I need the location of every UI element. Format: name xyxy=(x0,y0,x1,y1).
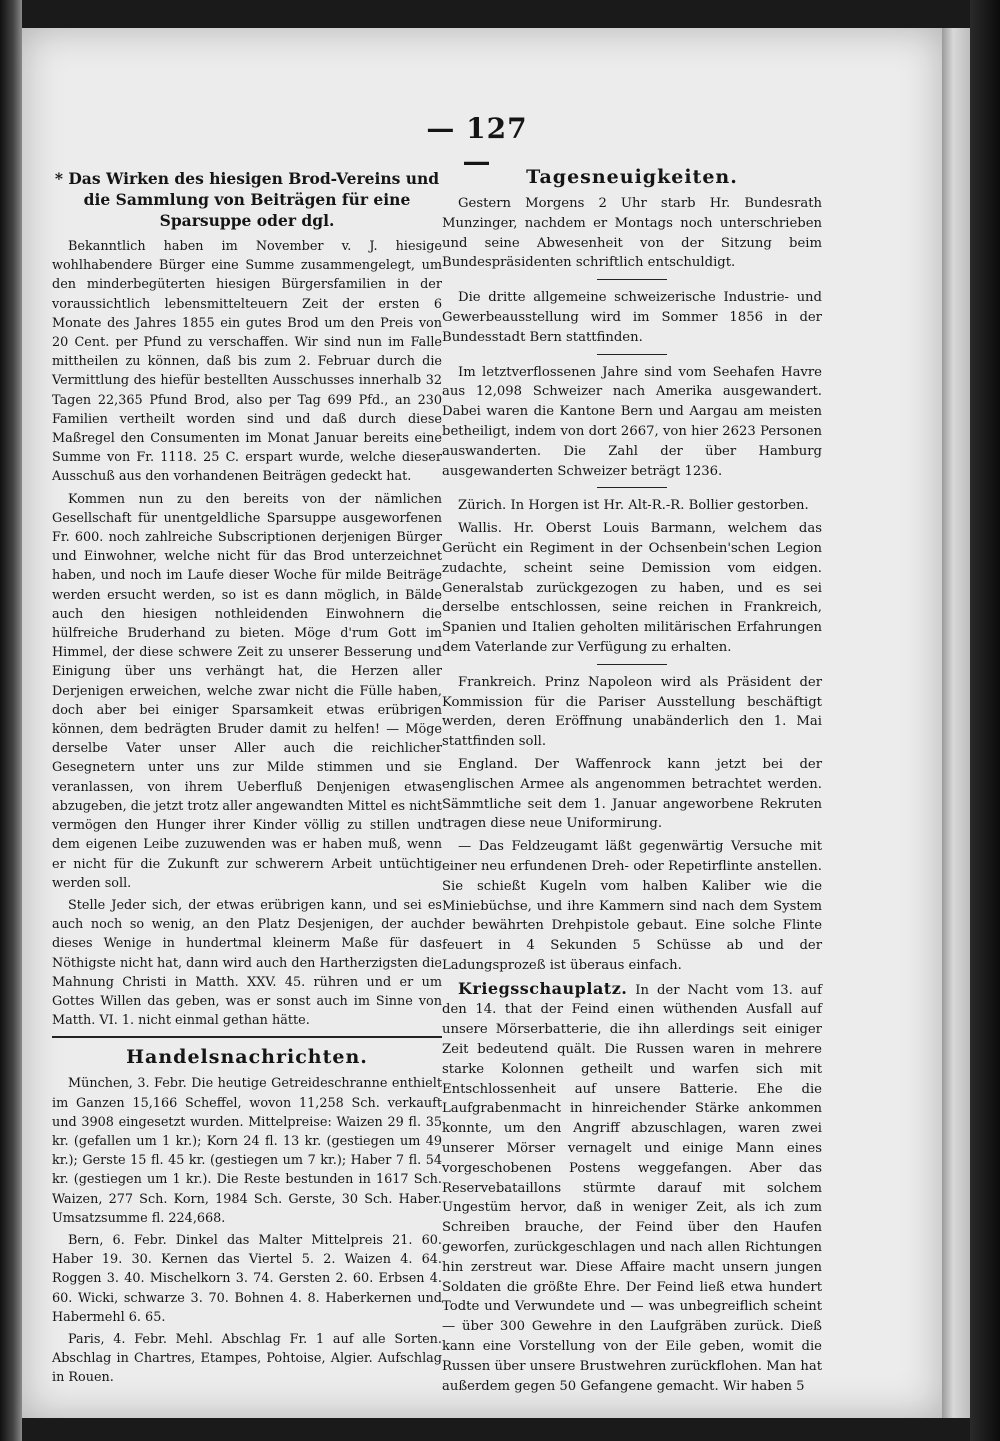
news-item: Wallis. Hr. Oberst Louis Barmann, welchem das Gerücht ein Regiment in der Ochsenbein'schen Legion zudachte, scheint seine Demission vom eidgen. Generalstab zurückgezogen zu haben, und es sei derselbe entschlossen, seine reichen in Frankreich, Spanien und Italien geholten militärischen Erfahrungen dem Vaterlande zur Verfügung zu erhalten. xyxy=(442,521,822,655)
war-report-lead: Kriegsschauplatz. xyxy=(458,978,628,998)
left-column xyxy=(52,158,442,1391)
news-item: Frankreich. Prinz Napoleon wird als Präsident der Kommission für die Pariser Ausstellung beschäftigt werden, deren Eröffnung unabänderlich den 1. Mai stattfinden soll. xyxy=(442,674,822,750)
news-item: Die dritte allgemeine schweizerische Industrie- und Gewerbeausstellung wird im Sommer 1856 in der Bundesstadt Bern stattfinden. xyxy=(442,290,822,345)
news-item: England. Der Waffenrock kann jetzt bei der englischen Armee als angenommen betrachtet werden. Sämmtliche seit dem 1. Januar angeworbene Rekruten tragen diese neue Uniformirung. xyxy=(442,756,822,832)
book-gutter-shadow xyxy=(0,0,22,1441)
trade-report: Paris, 4. Febr. Mehl. Abschlag Fr. 1 auf alle Sorten. Abschlag in Chartres, Etampes, Pohtoise, Algier. Aufschlag in Rouen. xyxy=(52,1331,442,1386)
news-divider xyxy=(597,664,667,665)
right-column xyxy=(442,158,822,1399)
war-report xyxy=(442,979,822,1397)
article-paragraph: Stelle Jeder sich, der etwas erübrigen kann, und sei es auch noch so wenig, an den Platz Desjenigen, der auch dieses Wenige in hundertmal kleinerm Maße für das Nöthigste nicht hat, dann wird auch den Hartherzigsten die Mahnung Christi in Matth. XXV. 45. rühren und er um Gottes Willen das geben, was er sonst auch im Sinne von Matth. VI. 1. nicht einmal gethan hätte. xyxy=(52,897,442,1029)
book-spine xyxy=(970,0,1000,1441)
page-number: — 127 — xyxy=(426,112,528,178)
news-divider xyxy=(597,487,667,488)
news-item: Zürich. In Horgen ist Hr. Alt-R.-R. Bollier gestorben. xyxy=(458,498,809,514)
page-sheet xyxy=(22,28,942,1418)
news-divider xyxy=(597,354,667,355)
war-report-text: In der Nacht vom 13. auf den 14. that der Feind einen wüthenden Ausfall auf unsere Mörserbatterie, die ihn allerdings seit einiger Zeit bedeutend quält. Die Russen waren in mehrere starke Kolonnen getheilt und warfen sich mit Entschlossenheit auf unsere Batterie. Ehe die Laufgrabenmacht in hinreichender Stärke ankommen konnte, um den Angriff abzuschlagen, waren zwei unserer Mörser vernagelt und einige Mann eines vorgeschobenen Postens weggefangen. Aber das Reservebataillons stürmte darauf mit solchem Ungestüm hervor, daß in weniger Zeit, als ich zum Schreiben brauche, der Feind über den Haufen geworfen, zurückgeschlagen und nach allen Richtungen hin zerstreut war. Diese Affaire macht unsern jungen Soldaten die größte Ehre. Der Feind ließ etwa hundert Todte und Verwundete und — was unbegreiflich scheint — über 300 Gewehre in den Laufgräben zurück. Dieß kann eine Vorstellung von der Eile geben, womit die Russen über unsere Brustwehren zurückflohen. Man hat außerdem gegen 50 Gefangene gemacht. Wir haben 5 xyxy=(442,982,822,1394)
article-headline: * Das Wirken des hiesigen Brod-Vereins und die Sammlung von Beiträgen für eine Sparsuppe oder dgl. xyxy=(54,169,440,230)
news-item: — Das Feldzeugamt läßt gegenwärtig Versuche mit einer neu erfundenen Dreh- oder Repetirflinte anstellen. Sie schießt Kugeln vom halben Kaliber wie die Miniebüchse, und ihre Kammern sind nach dem System der bewährten Drehpistole gebaut. Eine solche Flinte feuert in 4 Sekunden 5 Schüsse ab und der Ladungsprozeß ist überaus einfach. xyxy=(442,839,822,973)
section-title-trade: Handelsnachrichten. xyxy=(126,1046,368,1069)
article-paragraph: Bekanntlich haben im November v. J. hiesige wohlhabendere Bürger eine Summe zusammengelegt, um den minderbegüterten hiesigen Bürgersfamilien in der voraussichtlich lebensmittelteuern Zeit der ersten 6 Monate des Jahres 1855 ein gutes Brod um den Preis von 20 Cent. per Pfund zu verschaffen. Wir sind nun im Falle mittheilen zu können, daß bis zum 2. Februar durch die Vermittlung des hiefür bestellten Ausschusses innerhalb 32 Tagen 22,365 Pfund Brod, also per Tag 699 Pfd., an 230 Familien vertheilt worden sind und daß durch diese Maßregel den Consumenten im Monat Januar bereits eine Summe von Fr. 1118. 25 C. erspart wurde, welche dieser Ausschuß aus den vorhandenen Beiträgen gedeckt hat. xyxy=(52,239,442,485)
news-item: Im letztverflossenen Jahre sind vom Seehafen Havre aus 12,098 Schweizer nach Amerika ausgewandert. Dabei waren die Kantone Bern und Aargau am meisten betheiligt, indem von dort 2667, von hier 2623 Personen auswanderten. Die Zahl der über Hamburg ausgewanderten Schweizer beträgt 1236. xyxy=(442,364,822,479)
page-edge xyxy=(942,28,970,1418)
trade-report: Bern, 6. Febr. Dinkel das Malter Mittelpreis 21. 60. Haber 19. 30. Kernen das Viertel 5. 2. Waizen 4. 64. Roggen 3. 40. Mischelkorn 3. 74. Gersten 2. 60. Erbsen 4. 60. Wicki, schwarze 3. 70. Bohnen 4. 8. Haberkernen und Habermehl 6. 65. xyxy=(52,1232,442,1325)
news-item: Gestern Morgens 2 Uhr starb Hr. Bundesrath Munzinger, nachdem er Montags noch unterschrieben und seine Abwesenheit von der Sitzung beim Bundespräsidenten schriftlich entschuldigt. xyxy=(442,196,822,271)
section-title-news: Tagesneuigkeiten. xyxy=(526,166,738,188)
article-paragraph: Kommen nun zu den bereits von der nämlichen Gesellschaft für unentgeldliche Sparsuppe ausgeworfenen Fr. 600. noch zahlreiche Subscriptionen derjenigen Bürger und Einwohner, welche nicht für das Brod unterzeichnet haben, und noch im Laufe dieser Woche für milde Beiträge werden ersucht werden, so ist es dann möglich, in Bälde auch den hiesigen nothleidenden Einwohnern die hülfreiche Bruderhand zu bieten. Möge d'rum Gott im Himmel, der diese schwere Zeit zu unserer Besserung und Einigung über uns verhängt hat, die Herzen aller Derjenigen erweichen, welche zwar nicht die Fülle haben, doch aber bei einiger Sparsamkeit etwas erübrigen können, dem bedrägten Bruder damit zu helfen! — Möge derselbe Vater unser Aller auch die reichlicher Gesegnetern unter uns zur Milde stimmen und sie veranlassen, von ihrem Ueberfluß Denjenigen etwas abzugeben, die jetzt trotz aller angewandten Mittel es nicht vermögen den Hunger ihrer Kinder völlig zu stillen und dem eigenen Leibe zuzuwenden was er haben muß, wenn er nicht für die Zukunft zur schwerern Arbeit untüchtig werden soll. xyxy=(52,491,442,891)
trade-report: München, 3. Febr. Die heutige Getreideschranne enthielt im Ganzen 15,166 Scheffel, wovon 11,258 Sch. verkauft und 3908 eingesetzt wurden. Mittelpreise: Waizen 29 fl. 35 kr. (gefallen um 1 kr.); Korn 24 fl. 13 kr. (gestiegen um 49 kr.); Gerste 15 fl. 45 kr. (gestiegen um 7 kr.); Haber 7 fl. 54 kr. (gestiegen um 1 kr.). Die Reste bestunden in 1617 Sch. Waizen, 277 Sch. Korn, 1984 Sch. Gerste, 30 Sch. Haber. Umsatzsumme fl. 224,668. xyxy=(52,1076,442,1226)
section-divider xyxy=(52,1036,442,1038)
news-divider xyxy=(597,279,667,280)
